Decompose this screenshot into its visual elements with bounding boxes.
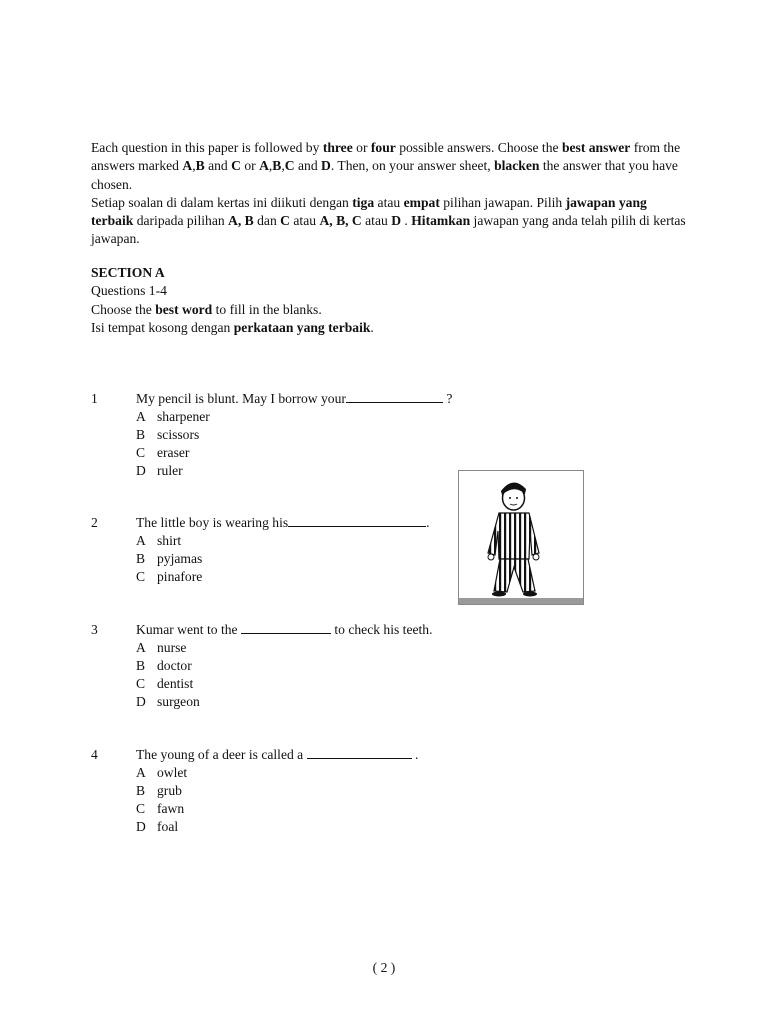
- option-b: B doctor: [136, 658, 192, 673]
- instructions-malay: Setiap soalan di dalam kertas ini diikuti dengan tiga atau empat pilihan jawapan. Pilih jawapan yang terbaik daripada pilihan A, B dan C atau A, B, C atau D . Hitamkan jawapan yang anda telah pilih di kertas jawapan.: [91, 194, 686, 247]
- option-a: A sharpener: [136, 409, 210, 424]
- directions-malay: Isi tempat kosong dengan perkataan yang terbaik.: [91, 319, 374, 335]
- question-number: 1: [91, 391, 98, 406]
- question-number: 4: [91, 747, 98, 762]
- option-d: D ruler: [136, 463, 183, 478]
- instructions: [91, 139, 691, 249]
- option-a: A nurse: [136, 640, 187, 655]
- answer-blank: [288, 514, 426, 527]
- option-b: B scissors: [136, 427, 200, 442]
- question-stem: The young of a deer is called a .: [136, 747, 419, 762]
- question-4: [91, 746, 418, 836]
- question-2: [91, 514, 430, 586]
- answer-blank: [307, 746, 412, 759]
- boy-in-pyjamas-icon: [459, 471, 583, 598]
- section-title: SECTION A: [91, 265, 165, 280]
- options-list: [136, 764, 418, 836]
- option-d: D surgeon: [136, 694, 200, 709]
- option-c: C pinafore: [136, 569, 203, 584]
- floor-shadow: [459, 598, 583, 604]
- question-number: 2: [91, 515, 98, 530]
- options-list: [136, 408, 452, 480]
- option-c: C eraser: [136, 445, 190, 460]
- question-stem: The little boy is wearing his .: [136, 515, 430, 530]
- question-1: [91, 390, 452, 480]
- option-a: A owlet: [136, 765, 188, 780]
- option-b: B grub: [136, 783, 182, 798]
- question-3: [91, 621, 433, 711]
- question-number: 3: [91, 622, 98, 637]
- page-number: ( 2 ): [372, 960, 396, 975]
- options-list: [136, 639, 433, 711]
- options-list: [136, 532, 430, 586]
- option-a: A shirt: [136, 533, 182, 548]
- option-d: D foal: [136, 819, 179, 834]
- boy-in-pyjamas-illustration: [458, 470, 584, 605]
- question-stem: Kumar went to the to check his teeth.: [136, 622, 433, 637]
- section-header: [91, 264, 691, 337]
- instructions-english: Each question in this paper is followed by three or four possible answers. Choose the best answer from the answers marked A,B and C or A,B,C and D. Then, on your answer sheet, blacken the answer that you have chosen.: [91, 140, 681, 192]
- option-c: C fawn: [136, 801, 185, 816]
- option-c: C dentist: [136, 676, 194, 691]
- question-range: Questions 1-4: [91, 283, 167, 299]
- answer-blank: [241, 621, 331, 634]
- option-b: B pyjamas: [136, 551, 203, 566]
- question-stem: My pencil is blunt. May I borrow your ?: [136, 391, 453, 406]
- answer-blank: [346, 390, 443, 403]
- directions-english: Choose the best word to fill in the blanks.: [91, 301, 322, 317]
